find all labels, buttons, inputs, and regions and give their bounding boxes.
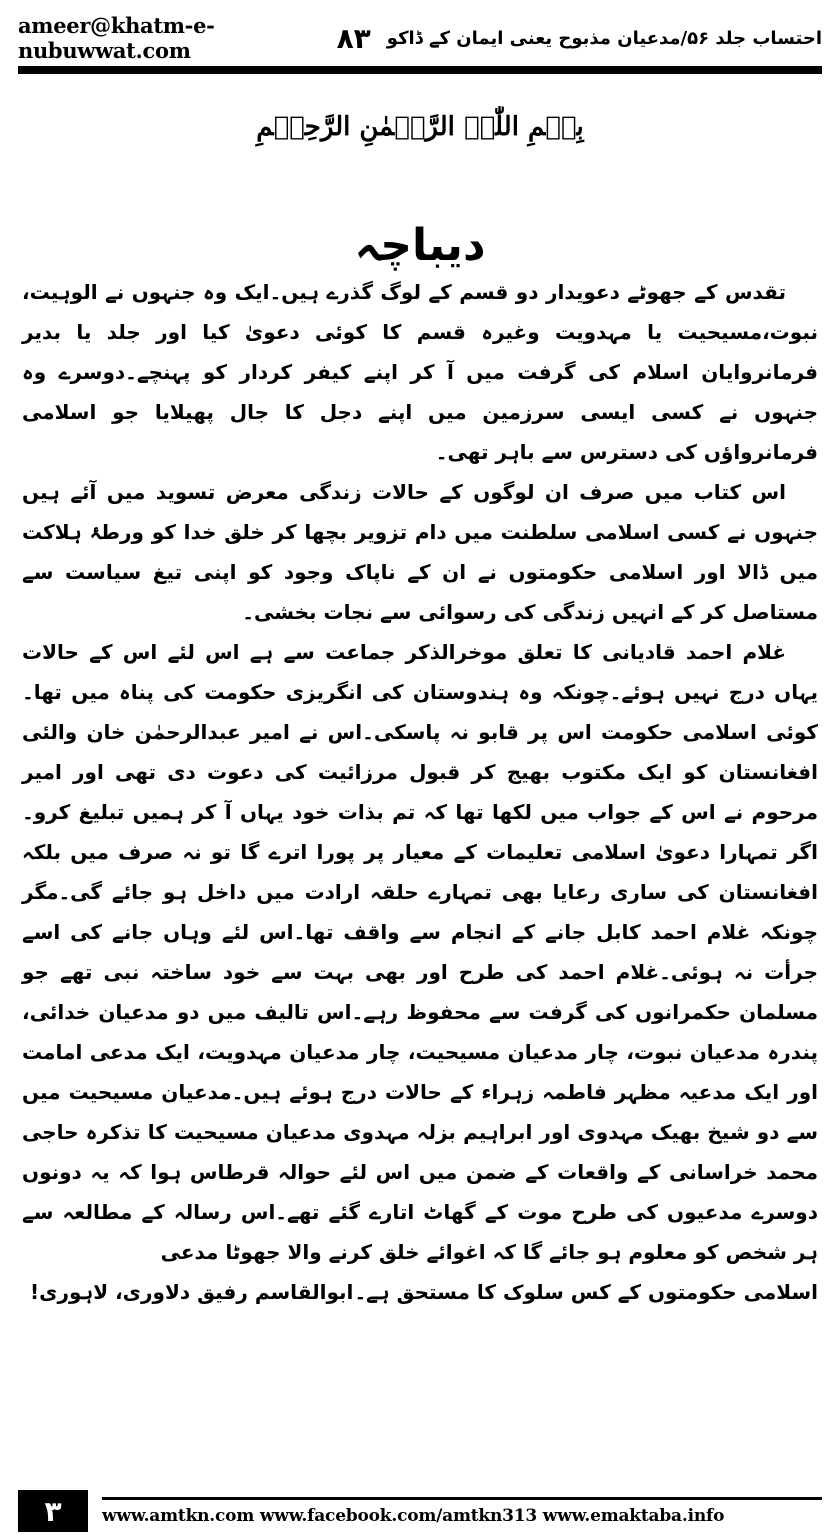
author-signature: ابوالقاسم رفیق دلاوری، لاہوری! <box>30 1280 354 1304</box>
closing-row <box>22 1272 818 1312</box>
header-email: ameer@khatm-e-nubuwwat.com <box>18 13 215 63</box>
paragraph: غلام احمد قادیانی کا تعلق موخرالذکر جماعت سے ہے اس لئے اس کے حالات یہاں درج نہیں ہوئے۔چونکہ وہ ہندوستان کی انگریزی حکومت کی پناہ میں تھا۔کوئی اسلامی حکومت اس پر قابو نہ پاسکی۔اس نے امیر عبدالرحمٰن خان والئی افغانستان کو ایک مکتوب بھیج کر قبول مرزائیت کی دعوت دی تھی اور امیر مرحوم نے اس کے جواب میں لکھا تھا کہ تم بذات خود یہاں آ کر ہمیں تبلیغ کرو۔اگر تمہارا دعویٰ اسلامی تعلیمات کے معیار پر پورا اترے گا تو نہ صرف میں بلکہ افغانستان کی ساری رعایا بھی تمہارے حلقہ ارادت میں داخل ہو جائے گی۔مگر چونکہ غلام احمد کابل جانے کے انجام سے واقف تھا۔اس لئے وہاں جانے کی اسے جرأت نہ ہوئی۔غلام احمد کی طرح اور بھی بہت سے خود ساختہ نبی تھے جو مسلمان حکمرانوں کی گرفت سے محفوظ رہے۔اس تالیف میں دو مدعیان خدائی، پندرہ مدعیان نبوت، چار مدعیان مسیحیت، چار مدعیان مہدویت، ایک مدعی امامت اور ایک مدعیہ مظہر فاطمہ زہراء کے حالات درج ہوئے ہیں۔مدعیان مسیحیت میں سے دو شیخ بھیک مہدوی اور ابراہیم بزلہ مہدوی مدعیان مسیحیت کا تذکرہ حاجی محمد خراسانی کے واقعات کے ضمن میں اس لئے حوالہ قرطاس ہوا کہ یہ دونوں دوسرے مدعیوں کی طرح موت کے گھاٹ اتارے گئے تھے۔اس رسالہ کے مطالعہ سے ہر شخص کو معلوم ہو جائے گا کہ اغوائے خلق کرنے والا جھوٹا مدعی <box>22 640 818 1264</box>
paragraph: تقدس کے جھوٹے دعویدار دو قسم کے لوگ گذرے ہیں۔ایک وہ جنہوں نے الوہیت، نبوت،مسیحیت یا مہدویت وغیرہ قسم کا کوئی دعویٰ کیا اور جلد یا بدیر فرمانروایان اسلام کی گرفت میں آ کر اپنے کیفر کردار کو پہنچے۔دوسرے وہ جنہوں نے کسی ایسی سرزمین میں اپنے دجل کا جال پھیلایا جو اسلامی فرمانرواؤں کی دسترس سے باہر تھی۔ <box>22 280 818 464</box>
footer-links-block <box>88 1490 822 1532</box>
running-title: احتساب جلد ۵۶/مدعیان مذبوح یعنی ایمان کے ڈاکو <box>386 27 822 49</box>
footer-page-number: ۳ <box>18 1490 88 1532</box>
body-text <box>22 272 818 1312</box>
footer-rule <box>102 1497 822 1500</box>
page-title: دیباچہ <box>354 220 486 271</box>
paragraph: اس کتاب میں صرف ان لوگوں کے حالات زندگی معرض تسوید میں آئے ہیں جنہوں نے کسی اسلامی سلطنت میں دام تزویر بچھا کر خلق خدا کو ورطۂ ہلاکت میں ڈالا اور اسلامی حکومتوں نے ان کے ناپاک وجود کو اپنی تیغ سیاست سے مستاصل کر کے انہیں زندگی کی رسوائی سے نجات بخشی۔ <box>22 480 818 624</box>
basmala-calligraphy: بِسۡمِ اللّٰہِ الرَّحۡمٰنِ الرَّحِیۡمِ <box>256 112 584 142</box>
footer-links: www.amtkn.com www.facebook.com/amtkn313 www.emaktaba.info <box>102 1505 725 1526</box>
closing-line: اسلامی حکومتوں کے کس سلوک کا مستحق ہے۔ <box>354 1280 818 1304</box>
page-footer <box>18 1490 822 1532</box>
page-header <box>18 10 822 66</box>
header-page-number: ۸۳ <box>336 21 371 55</box>
header-rule <box>18 66 822 74</box>
header-right <box>337 22 822 55</box>
